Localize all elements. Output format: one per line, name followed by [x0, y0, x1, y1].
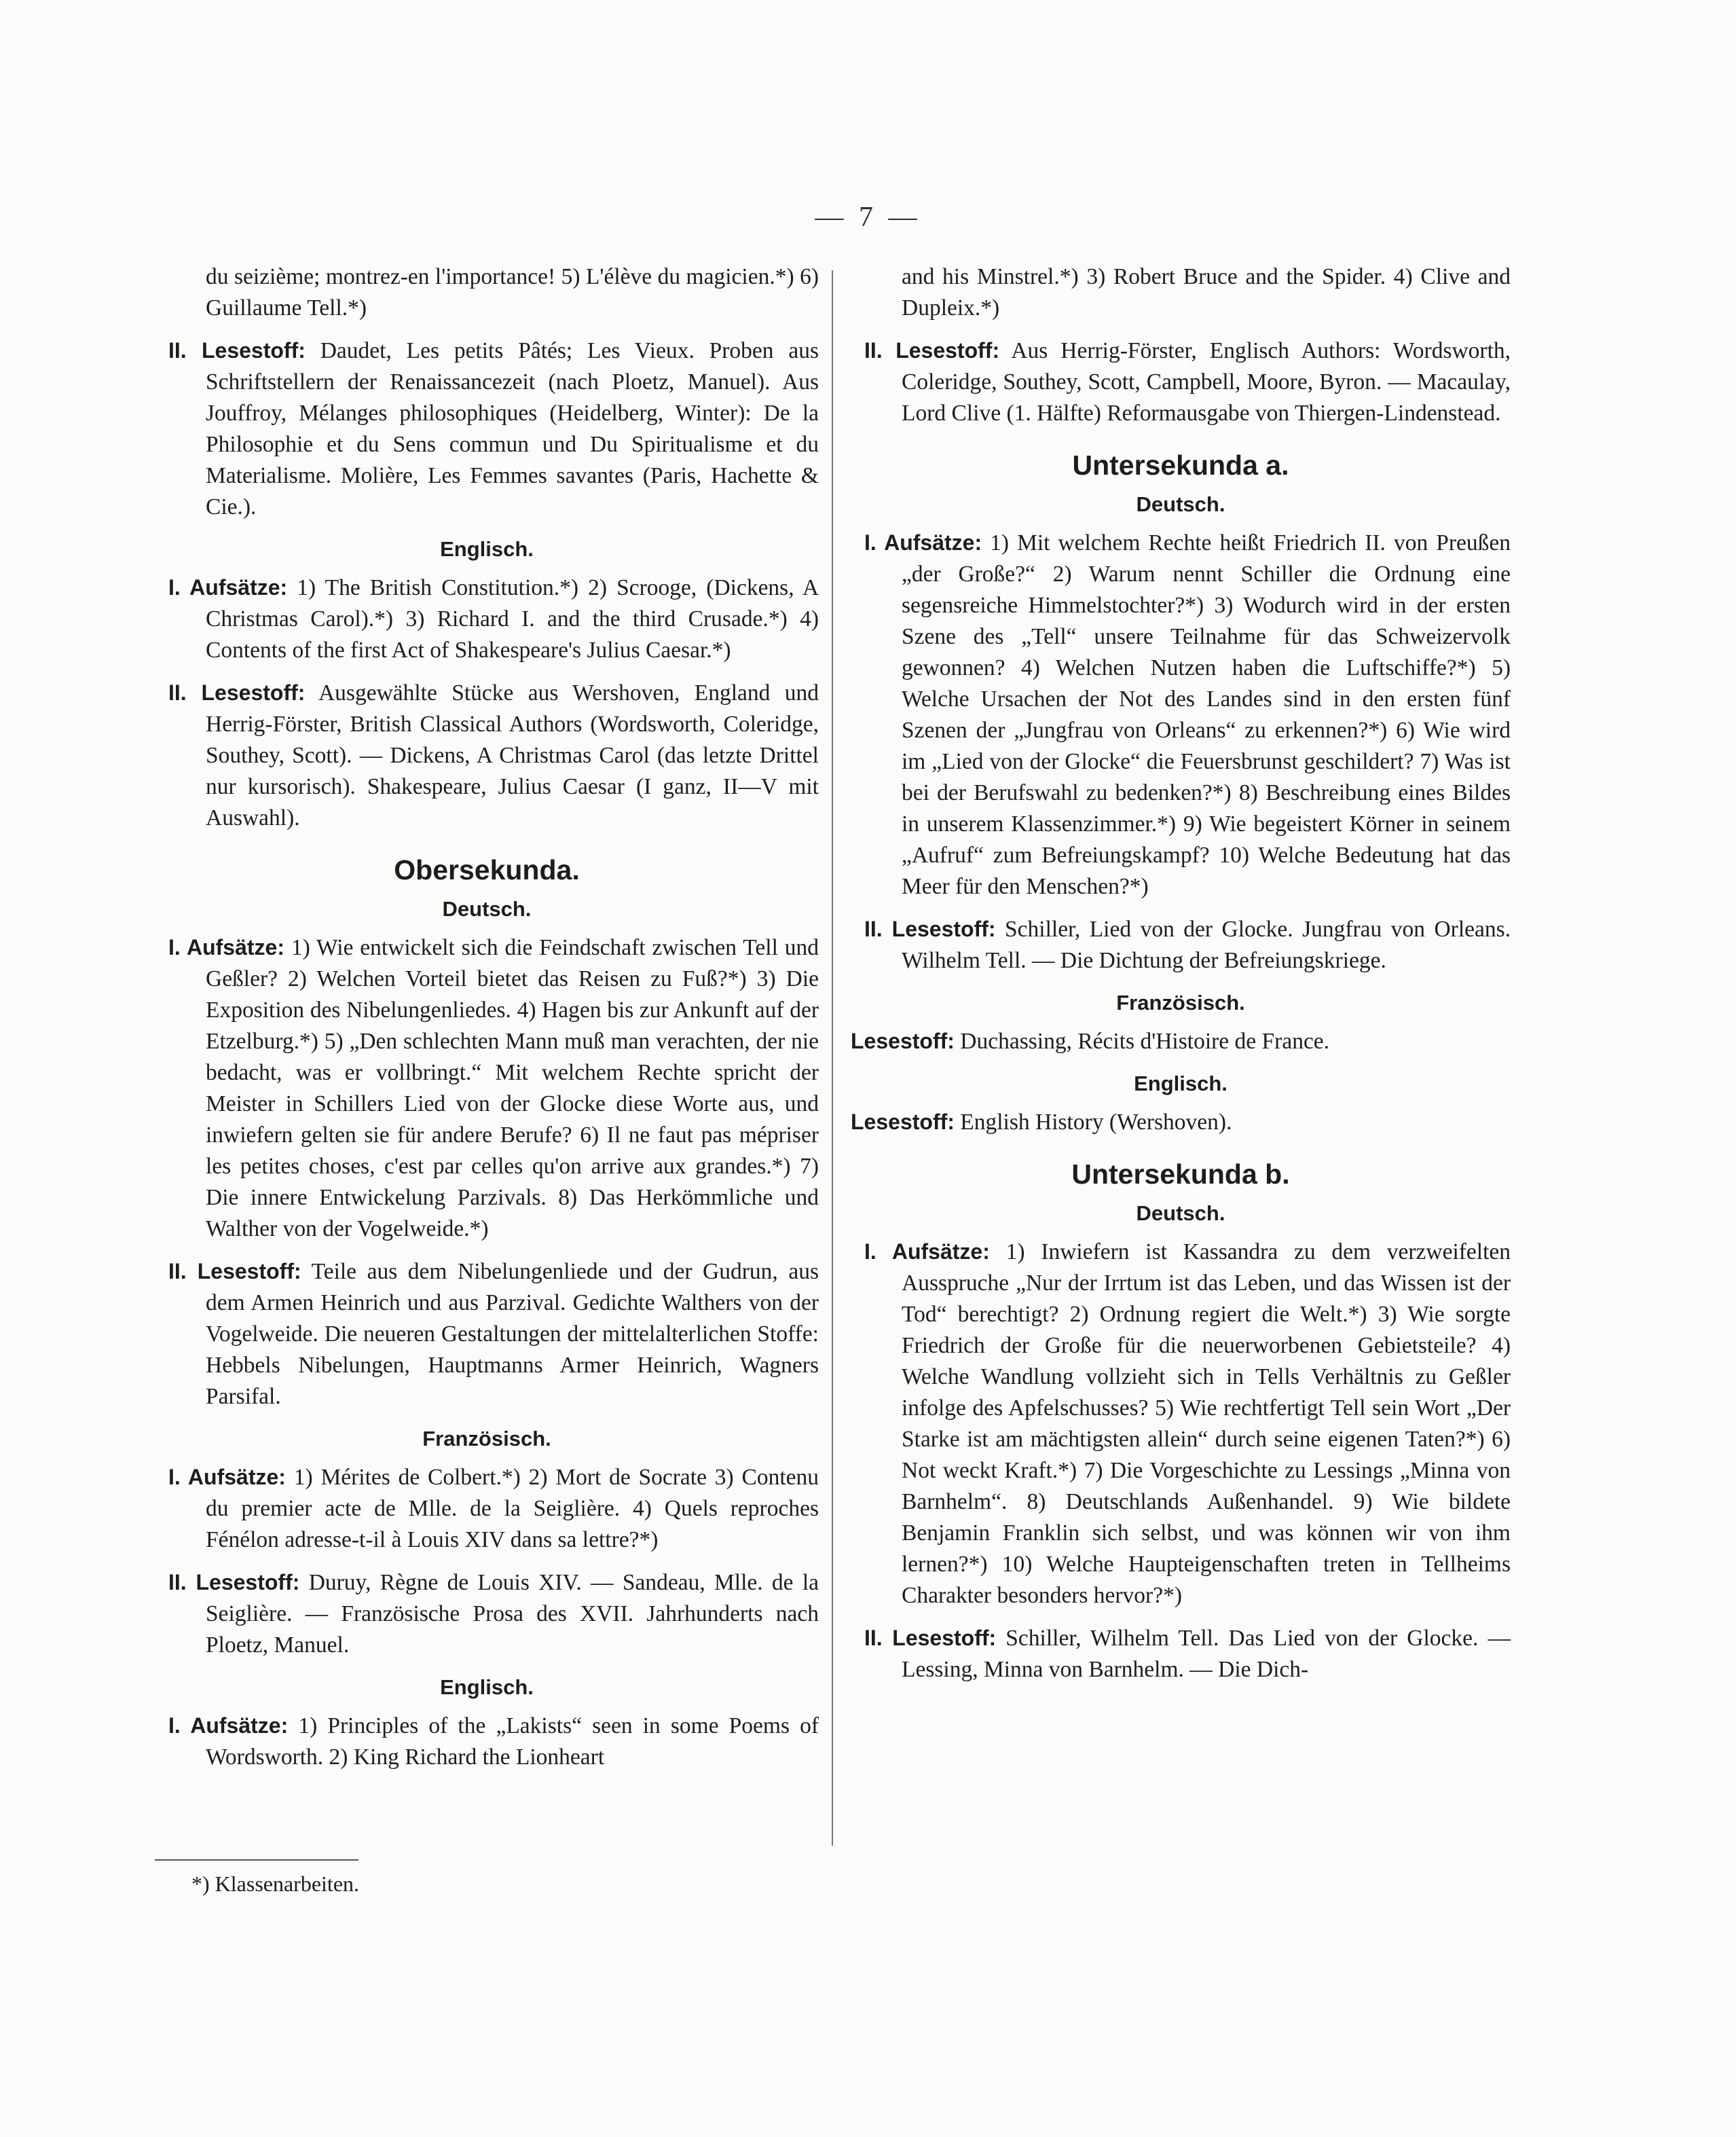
lesestoff-entry	[851, 1622, 1511, 1685]
footnote-rule	[155, 1859, 358, 1861]
aufsaetze-entry	[155, 932, 819, 1245]
entry-label: Lesestoff:	[851, 1110, 955, 1134]
entry-label: I. Aufsätze:	[864, 1239, 990, 1264]
entry-text: 1) Mérites de Colbert.*) 2) Mort de Socrate 3) Contenu du premier acte de Mlle. de la Seiglière. 4) Quels reproches Fénélon adresse-t-il à Louis XIV dans sa lettre?*)	[206, 1465, 819, 1552]
entry-text: 1) Inwiefern ist Kassandra zu dem verzweifelten Ausspruche „Nur der Irrtum ist das Leben, und das Wissen ist der Tod“ berechtigt? 2) Ordnung regiert die Welt.*) 3) Wie sorgte Friedrich der Große für die neuerworbenen Gebietsteile? 4) Welche Wandlung vollzieht sich in Tells Verhältnis zu Geßler infolge des Apfelschusses? 5) Wie rechtfertigt Tell sein Wort „Der Starke ist am mächtigsten allein“ durch seine eigenen Taten?*) 6) Not weckt Kraft.*) 7) Die Vorgeschichte zu Lessings „Minna von Barnhelm“. 8) Deutschlands Außenhandel. 9) Wie bildete Benjamin Franklin sich selbst, und was können wir von ihm lernen?*) 10) Welche Haupteigenschaften treten in Tellheims Charakter besonders hervor?*)	[902, 1239, 1511, 1608]
class-heading: Untersekunda b.	[1071, 1158, 1290, 1190]
entry-label: I. Aufsätze:	[168, 575, 288, 600]
aufsaetze-entry	[155, 1461, 819, 1556]
entry-label: I. Aufsätze:	[168, 1713, 289, 1738]
subject-heading: Französisch.	[1116, 991, 1245, 1015]
lesestoff-entry	[155, 1567, 819, 1661]
entry-text: Aus Herrig-Förster, Englisch Authors: Wordsworth, Coleridge, Southey, Scott, Campbell, Moore, Byron. — Macaulay, Lord Clive (1. Hälfte) Reformausgabe von Thiergen-Lindenstead.	[902, 338, 1511, 426]
entry-label: I. Aufsätze:	[864, 530, 982, 555]
entry-text: English History (Wershoven).	[960, 1110, 1232, 1135]
class-heading: Untersekunda a.	[1072, 450, 1289, 481]
left-column	[155, 261, 819, 1784]
subject-heading: Englisch.	[1134, 1072, 1227, 1095]
lesestoff-entry	[155, 1256, 819, 1412]
lesestoff-entry	[155, 677, 819, 834]
entry-text: 1) Mit welchem Rechte heißt Friedrich II. von Preußen „der Große?“ 2) Warum nennt Schiller die Ordnung eine segensreiche Himmelstochter?*) 3) Wodurch wird in der ersten Szene des „Tell“ unsere Teilnahme für das Schweizervolk gewonnen? 4) Welchen Nutzen haben die Luftschiffe?*) 5) Welche Ursachen der Not des Landes sind in den ersten fünf Szenen der „Jungfrau von Orleans“ zu erkennen?*) 6) Wie wird im „Lied von der Glocke“ die Feuersbrunst geschildert? 7) Was ist bei der Berufswahl zu bedenken?*) 8) Beschreibung eines Bildes in unserem Klassenzimmer.*) 9) Wie begeistert Körner in seinem „Aufruf“ zum Befreiungskampf? 10) Welche Bedeutung hat das Meer für den Menschen?*)	[902, 530, 1511, 899]
subject-heading: Französisch.	[422, 1427, 551, 1450]
lesestoff-entry	[851, 913, 1511, 976]
subject-heading: Englisch.	[440, 1675, 534, 1699]
lesestoff-entry	[851, 1106, 1511, 1138]
entry-label: II. Lesestoff:	[168, 680, 306, 705]
entry-text: 1) The British Constitution.*) 2) Scrooge, (Dickens, A Christmas Carol).*) 3) Richard I. and the third Crusade.*) 4) Contents of the first Act of Shakespeare's Julius Caesar.*)	[206, 575, 819, 663]
lesestoff-entry	[155, 335, 819, 523]
page-number: — 7 —	[815, 202, 921, 233]
subject-heading: Deutsch.	[1136, 492, 1225, 516]
entry-text: Schiller, Wilhelm Tell. Das Lied von der Glocke. — Lessing, Minna von Barnhelm. — Die Dich-	[902, 1626, 1511, 1682]
lesestoff-entry	[851, 1025, 1511, 1057]
subject-heading: Deutsch.	[442, 897, 532, 921]
entry-text: 1) Wie entwickelt sich die Feindschaft zwischen Tell und Geßler? 2) Welchen Vorteil bietet das Reisen zu Fuß?*) 3) Die Exposition des Nibelungenliedes. 4) Hagen bis zur Ankunft auf der Etzelburg.*) 5) „Den schlechten Mann muß man verachten, der nie bedacht, was er vollbringt.“ Mit welchem Rechte spricht der Meister in Schillers Lied von der Glocke diese Worte aus, und inwiefern gelten sie für andere Berufe? 6) Il ne faut pas mépriser les petites choses, c'est par celles qu'on arrive aux grandes.*) 7) Die innere Entwickelung Parzivals. 8) Das Herkömmliche und Walther von der Vogelweide.*)	[206, 935, 819, 1241]
entry-label: II. Lesestoff:	[864, 338, 1000, 363]
class-heading: Obersekunda.	[394, 854, 580, 885]
entry-text: Teile aus dem Nibelungenliede und der Gudrun, aus dem Armen Heinrich und aus Parzival. Gedichte Walthers von der Vogelweide. Die neueren Gestaltungen der mittelalterlichen Stoffe: Hebbels Nibelungen, Hauptmanns Armer Heinrich, Wagners Parsifal.	[206, 1259, 819, 1409]
aufsaetze-entry	[155, 572, 819, 666]
right-column	[851, 261, 1511, 1696]
entry-text: Daudet, Les petits Pâtés; Les Vieux. Proben aus Schriftstellern der Renaissancezeit (nach Ploetz, Manuel). Aus Jouffroy, Mélanges philosophiques (Heidelberg, Winter): De la Philosophie et du Sens commun und Du Spiritualisme et du Materialisme. Molière, Les Femmes savantes (Paris, Hachette & Cie.).	[206, 338, 819, 519]
aufsaetze-entry	[155, 1710, 819, 1773]
entry-label: Lesestoff:	[851, 1029, 955, 1053]
footnote: *) Klassenarbeiten.	[191, 1871, 360, 1896]
aufsaetze-entry	[851, 527, 1511, 902]
subject-heading: Deutsch.	[1136, 1201, 1225, 1225]
continued-text: and his Minstrel.*) 3) Robert Bruce and the Spider. 4) Clive and Dupleix.*)	[902, 264, 1511, 321]
entry-text: Ausgewählte Stücke aus Wershoven, England und Herrig-Förster, British Classical Authors (Wordsworth, Coleridge, Southey, Scott). — Dickens, A Christmas Carol (das letzte Drittel nur kursorisch). Shakespeare, Julius Caesar (I ganz, II—V mit Auswahl).	[206, 680, 819, 830]
entry-label: II. Lesestoff:	[168, 1570, 300, 1594]
entry-text: Duruy, Règne de Louis XIV. — Sandeau, Mlle. de la Seiglière. — Französische Prosa des XVII. Jahrhunderts nach Ploetz, Manuel.	[206, 1570, 819, 1658]
entry-text: 1) Principles of the „Lakists“ seen in some Poems of Wordsworth. 2) King Richard the Lionheart	[206, 1713, 819, 1770]
entry-label: I. Aufsätze:	[168, 935, 284, 960]
continued-text: du seizième; montrez-en l'importance! 5) L'élève du magicien.*) 6) Guillaume Tell.*)	[206, 264, 819, 321]
subject-heading: Englisch.	[440, 537, 534, 561]
aufsaetze-entry	[851, 1236, 1511, 1611]
entry-text: Duchassing, Récits d'Histoire de France.	[960, 1029, 1330, 1054]
entry-label: II. Lesestoff:	[864, 1626, 997, 1650]
entry-label: II. Lesestoff:	[168, 1259, 301, 1283]
entry-label: II. Lesestoff:	[168, 338, 306, 363]
lesestoff-entry	[851, 335, 1511, 429]
entry-text: Schiller, Lied von der Glocke. Jungfrau von Orleans. Wilhelm Tell. — Die Dichtung der Befreiungskriege.	[902, 917, 1511, 973]
entry-label: II. Lesestoff:	[864, 917, 996, 941]
column-divider	[832, 270, 833, 1846]
entry-label: I. Aufsätze:	[168, 1465, 286, 1489]
